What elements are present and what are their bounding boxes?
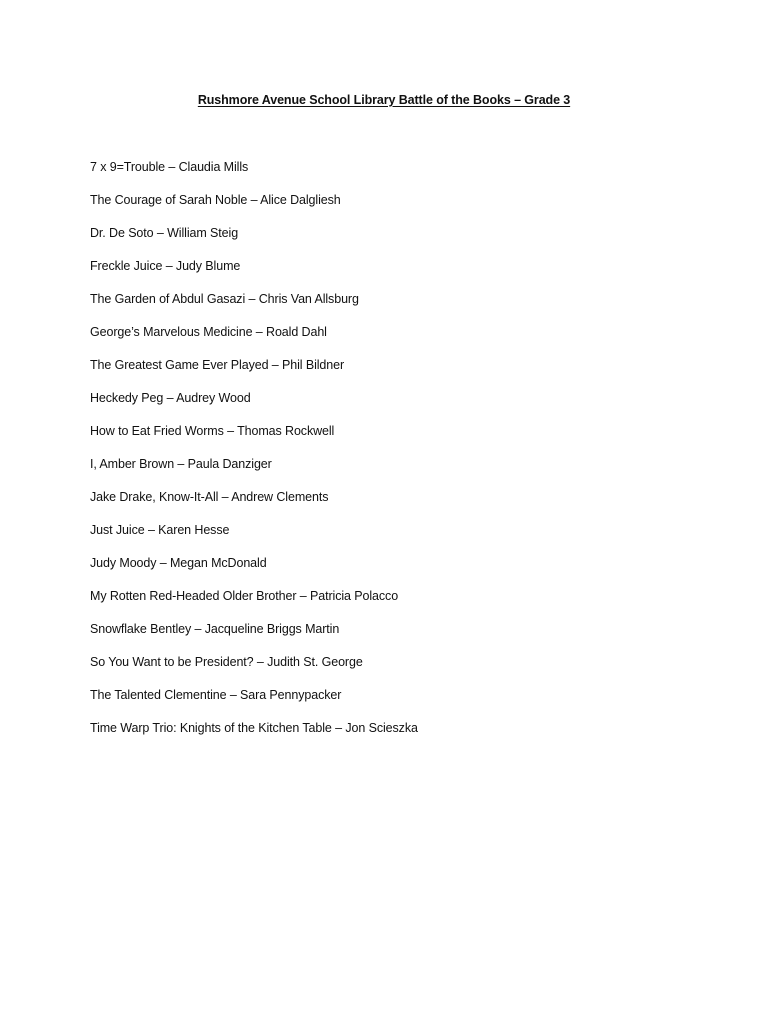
list-item: Just Juice – Karen Hesse: [90, 523, 230, 537]
list-item: The Greatest Game Ever Played – Phil Bildner: [90, 358, 345, 372]
list-item: Snowflake Bentley – Jacqueline Briggs Martin: [90, 622, 340, 636]
list-item: My Rotten Red-Headed Older Brother – Patricia Polacco: [90, 589, 399, 603]
list-item: Freckle Juice – Judy Blume: [90, 259, 241, 273]
list-item: I, Amber Brown – Paula Danziger: [90, 457, 272, 471]
book-list: [90, 157, 418, 751]
list-item: The Courage of Sarah Noble – Alice Dalgliesh: [90, 193, 341, 207]
list-item: George’s Marvelous Medicine – Roald Dahl: [90, 325, 327, 339]
list-item: Judy Moody – Megan McDonald: [90, 556, 267, 570]
list-item: Heckedy Peg – Audrey Wood: [90, 391, 251, 405]
list-item: How to Eat Fried Worms – Thomas Rockwell: [90, 424, 335, 438]
list-item: Time Warp Trio: Knights of the Kitchen Table – Jon Scieszka: [90, 721, 418, 735]
list-item: The Garden of Abdul Gasazi – Chris Van Allsburg: [90, 292, 359, 306]
list-item: 7 x 9=Trouble – Claudia Mills: [90, 160, 249, 174]
list-item: The Talented Clementine – Sara Pennypacker: [90, 688, 342, 702]
list-item: Jake Drake, Know-It-All – Andrew Clements: [90, 490, 329, 504]
page-title: Rushmore Avenue School Library Battle of the Books – Grade 3: [197, 93, 571, 107]
list-item: Dr. De Soto – William Steig: [90, 226, 239, 240]
list-item: So You Want to be President? – Judith St. George: [90, 655, 363, 669]
